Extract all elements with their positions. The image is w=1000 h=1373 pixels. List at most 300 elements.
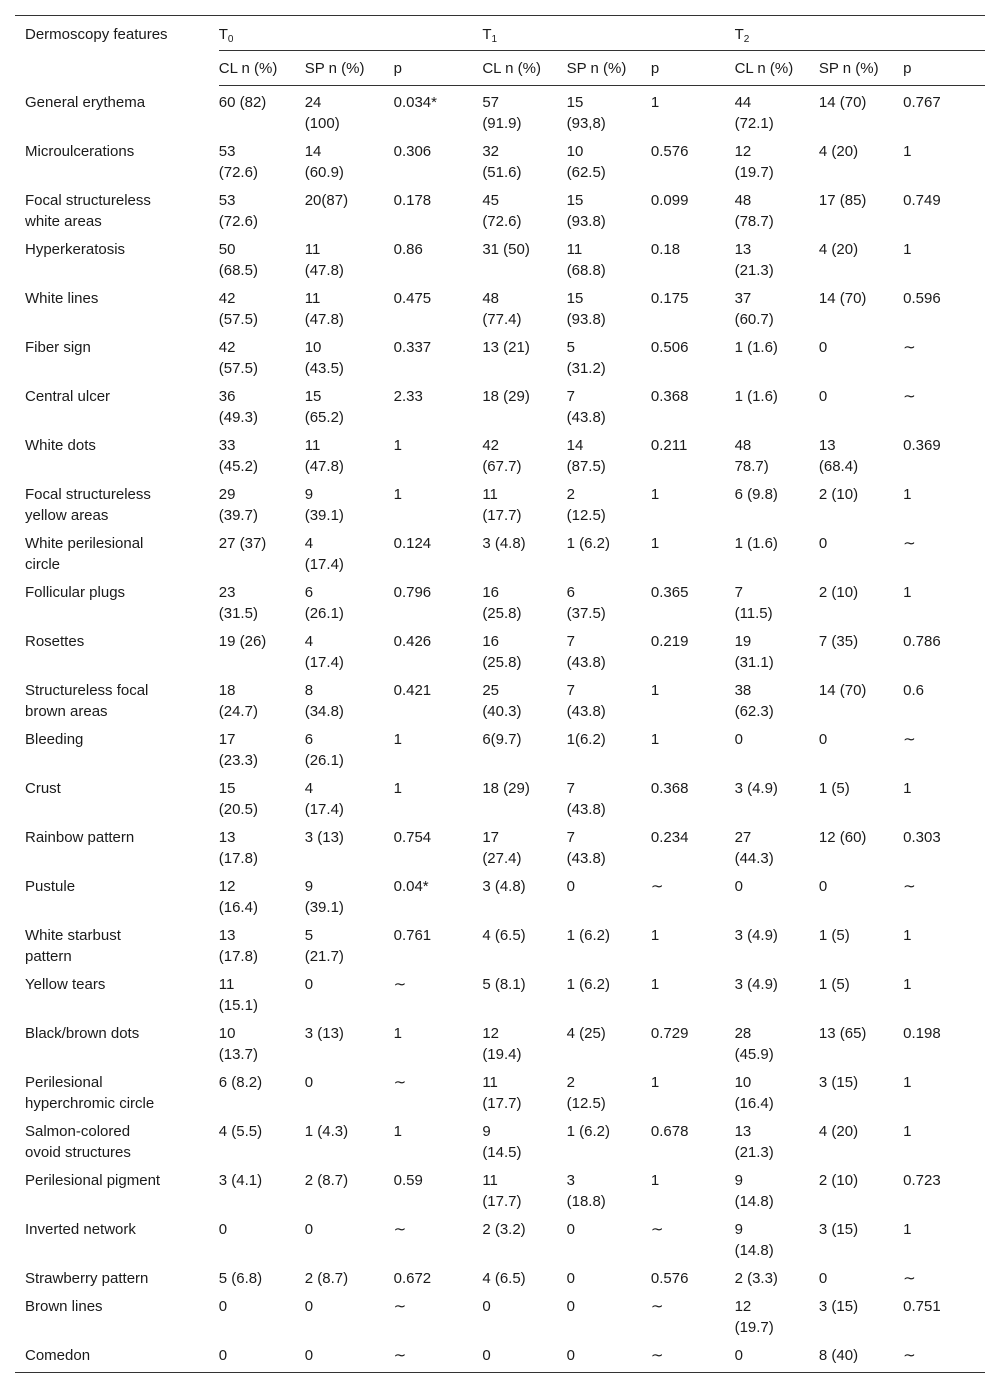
- t2-cl-cell: 6 (9.8): [734, 486, 778, 503]
- table-row: [15, 380, 985, 429]
- t1-sp-cell: 0: [566, 1270, 575, 1287]
- t2-sp-cell: 1 (5): [818, 927, 850, 944]
- t1-cl-cell: 6(9.7): [482, 731, 522, 748]
- t1-sp-cell: 7 (43.8): [566, 829, 606, 867]
- t2-p-cell: 0.767: [903, 94, 941, 111]
- feature-cell: Pustule: [25, 878, 76, 895]
- feature-cell: Brown lines: [25, 1298, 103, 1315]
- t0-sp-cell: 11 (47.8): [304, 437, 344, 475]
- t1-cl-cell: 16 (25.8): [482, 584, 522, 622]
- t2-p-cell: 1: [903, 976, 912, 993]
- t1-cl-cell: 17 (27.4): [482, 829, 522, 867]
- t0-sp-cell: 0: [305, 1339, 394, 1373]
- t0-sp-cell: 2 (8.7): [304, 1270, 349, 1287]
- t2-sp-cell: 17 (85): [818, 192, 867, 209]
- t0-cl-cell: 4 (5.5): [218, 1123, 263, 1140]
- t2-cl-cell: 0: [734, 731, 743, 748]
- t1-sp-cell: 6 (37.5): [566, 584, 606, 622]
- t2-p-cell: 0.723: [903, 1172, 941, 1189]
- t2-cl-cell: 19 (31.1): [734, 633, 774, 671]
- feature-cell: White perilesional circle: [25, 535, 144, 573]
- t0-p-cell: 0.59: [393, 1172, 423, 1189]
- t2-sp-cell: 0: [818, 878, 828, 895]
- t1-sp-cell: 4 (25): [566, 1025, 606, 1042]
- t2-sp-cell: 0: [818, 388, 828, 405]
- table-row: [15, 1017, 985, 1066]
- t0-sp-cell: 11 (47.8): [304, 290, 344, 328]
- feature-cell: Black/brown dots: [25, 1025, 140, 1042]
- t0-cl-cell: 5 (6.8): [218, 1270, 263, 1287]
- table-row: [15, 1339, 985, 1373]
- t1-p-cell: ∼: [650, 1298, 664, 1315]
- t0-cl-cell: 36 (49.3): [218, 388, 258, 426]
- t1-sp-cell: 1 (6.2): [566, 927, 610, 944]
- table-row: [15, 135, 985, 184]
- t2-cl-cell: 13 (21.3): [734, 241, 774, 279]
- t1-cl-cell: 16 (25.8): [482, 633, 522, 671]
- t2-p-cell: 1: [903, 1221, 912, 1238]
- table-row: [15, 870, 985, 919]
- t1-p-cell: 1: [650, 731, 660, 748]
- group-header-t1: $T_1$: [482, 16, 734, 51]
- t0-p-cell: 0.421: [393, 682, 432, 699]
- t0-cl-cell: 0: [218, 1298, 228, 1315]
- t1-p-cell: 1: [650, 94, 660, 111]
- t1-cl-cell: 25 (40.3): [482, 682, 522, 720]
- table-row: [15, 1115, 985, 1164]
- t2-p-cell: 0.749: [903, 192, 941, 209]
- sub-header-sp: SP n (%): [567, 51, 651, 86]
- t0-cl-cell: 29 (39.7): [218, 486, 258, 524]
- t0-sp-cell: 6 (26.1): [304, 584, 344, 622]
- t1-cl-cell: 12 (19.4): [482, 1025, 522, 1063]
- feature-column-header: Dermoscopy features: [15, 16, 219, 86]
- table-row: [15, 919, 985, 968]
- feature-cell: Focal structureless yellow areas: [25, 486, 151, 524]
- t1-cl-cell: 11 (17.7): [482, 1172, 522, 1210]
- t0-p-cell: ∼: [393, 1074, 407, 1091]
- t1-sp-cell: 15 (93,8): [566, 94, 606, 132]
- t2-sp-cell: 14 (70): [818, 682, 867, 699]
- t1-p-cell: 1: [650, 535, 660, 552]
- t0-p-cell: 0.034*: [393, 94, 437, 111]
- t1-sp-cell: 10 (62.5): [566, 143, 606, 181]
- t1-p-cell: 0.678: [650, 1123, 689, 1140]
- t1-cl-cell: 57 (91.9): [482, 94, 522, 132]
- t1-sp-cell: 7 (43.8): [566, 633, 606, 671]
- t1-sp-cell: 2 (12.5): [566, 486, 606, 524]
- t2-sp-cell: 0: [818, 535, 828, 552]
- t1-p-cell: 0.365: [650, 584, 689, 601]
- t2-cl-cell: 2 (3.3): [734, 1270, 778, 1287]
- t2-cl-cell: 10 (16.4): [734, 1074, 774, 1112]
- t1-sp-cell: 15 (93.8): [566, 192, 606, 230]
- t0-sp-cell: 9 (39.1): [304, 878, 344, 916]
- t0-cl-cell: 3 (4.1): [218, 1172, 263, 1189]
- sub-header-cl: CL n (%): [482, 51, 566, 86]
- t0-p-cell: 0.04*: [393, 878, 429, 895]
- t0-sp-cell: 20(87): [304, 192, 349, 209]
- table-row: [15, 331, 985, 380]
- t2-sp-cell: 4 (20): [818, 241, 859, 258]
- t1-p-cell: 1: [650, 486, 660, 503]
- t1-sp-cell: 7 (43.8): [566, 682, 606, 720]
- t1-cl-cell: 11 (17.7): [482, 1074, 522, 1112]
- t0-cl-cell: 27 (37): [218, 535, 267, 552]
- t2-cl-cell: 12 (19.7): [734, 1298, 774, 1336]
- t2-p-cell: 0.369: [903, 437, 941, 454]
- t2-p-cell: 1: [903, 584, 912, 601]
- table-row: [15, 1290, 985, 1339]
- t0-p-cell: ∼: [393, 976, 407, 993]
- t2-sp-cell: 4 (20): [818, 1123, 859, 1140]
- t1-p-cell: 1: [650, 1074, 660, 1091]
- t2-sp-cell: 2 (10): [818, 486, 859, 503]
- t0-sp-cell: 4 (17.4): [304, 535, 344, 573]
- t0-sp-cell: 0: [304, 1221, 314, 1238]
- t1-cl-cell: 4 (6.5): [482, 1270, 526, 1287]
- t1-p-cell: 0.211: [650, 437, 688, 454]
- feature-cell: Focal structureless white areas: [25, 192, 151, 230]
- sub-header-p: p: [903, 51, 985, 86]
- t2-p-cell: 1: [903, 1074, 912, 1091]
- t2-p-cell: ∼: [903, 535, 916, 552]
- table-row: [15, 674, 985, 723]
- t1-p-cell: 0.368: [650, 388, 689, 405]
- t1-p-cell: 0.506: [650, 339, 689, 356]
- t2-cl-cell: 38 (62.3): [734, 682, 774, 720]
- t2-cl-cell: 44 (72.1): [734, 94, 774, 132]
- t0-cl-cell: 50 (68.5): [218, 241, 258, 279]
- t1-sp-cell: 0: [566, 1298, 575, 1315]
- t0-p-cell: 0.178: [393, 192, 432, 209]
- t2-sp-cell: 8 (40): [819, 1339, 903, 1373]
- t2-p-cell: 0.6: [903, 682, 925, 699]
- table-row: [15, 772, 985, 821]
- t0-cl-cell: 53 (72.6): [218, 143, 258, 181]
- feature-cell: Comedon: [15, 1339, 219, 1373]
- t1-cl-cell: 2 (3.2): [482, 1221, 526, 1238]
- feature-cell: Crust: [25, 780, 61, 797]
- t2-sp-cell: 14 (70): [818, 94, 867, 111]
- t0-p-cell: 0.672: [393, 1270, 432, 1287]
- t2-cl-cell: 1 (1.6): [734, 339, 778, 356]
- t0-p-cell: 1: [393, 1123, 402, 1140]
- t1-cl-cell: 18 (29): [482, 780, 530, 797]
- t1-sp-cell: 1 (6.2): [566, 535, 610, 552]
- t2-sp-cell: 7 (35): [818, 633, 859, 650]
- feature-cell: Yellow tears: [25, 976, 106, 993]
- t1-sp-cell: 5 (31.2): [566, 339, 606, 377]
- table-body: [15, 86, 985, 1373]
- t0-p-cell: 1: [393, 731, 402, 748]
- t0-p-cell: 0.754: [393, 829, 432, 846]
- table-row: [15, 723, 985, 772]
- t2-p-cell: 0.596: [903, 290, 941, 307]
- t1-cl-cell: 32 (51.6): [482, 143, 522, 181]
- t2-sp-cell: 0: [818, 339, 828, 356]
- t2-sp-cell: 14 (70): [818, 290, 867, 307]
- t0-sp-cell: 24 (100): [304, 94, 340, 132]
- t0-p-cell: 1: [393, 437, 402, 454]
- t0-sp-cell: 15 (65.2): [304, 388, 344, 426]
- t2-sp-cell: 0: [818, 1270, 828, 1287]
- t0-cl-cell: 0: [218, 1221, 228, 1238]
- t2-cl-cell: 27 (44.3): [734, 829, 774, 867]
- t0-cl-cell: 42 (57.5): [218, 290, 258, 328]
- t1-cl-cell: 13 (21): [482, 339, 530, 356]
- t1-p-cell: ∼: [651, 1339, 735, 1373]
- t0-p-cell: 1: [393, 486, 402, 503]
- feature-cell: White lines: [25, 290, 99, 307]
- t0-cl-cell: 12 (16.4): [218, 878, 258, 916]
- t2-p-cell: ∼: [903, 1339, 985, 1373]
- sub-header-p: p: [394, 51, 483, 86]
- sub-header-sp: SP n (%): [819, 51, 903, 86]
- t0-sp-cell: 0: [304, 1074, 314, 1091]
- t1-sp-cell: 0: [567, 1339, 651, 1373]
- t2-p-cell: 0.198: [903, 1025, 941, 1042]
- t2-sp-cell: 1 (5): [818, 976, 850, 993]
- t1-p-cell: 0.175: [650, 290, 689, 307]
- t0-p-cell: 0.337: [393, 339, 432, 356]
- t1-sp-cell: 1(6.2): [566, 731, 606, 748]
- t0-p-cell: ∼: [394, 1339, 483, 1373]
- t2-p-cell: ∼: [903, 731, 916, 748]
- feature-cell: Structureless focal brown areas: [25, 682, 149, 720]
- t2-cl-cell: 0: [735, 1339, 819, 1373]
- table-row: [15, 576, 985, 625]
- t0-sp-cell: 5 (21.7): [304, 927, 344, 965]
- t2-cl-cell: 1 (1.6): [734, 535, 778, 552]
- feature-cell: Central ulcer: [25, 388, 111, 405]
- t2-cl-cell: 7 (11.5): [734, 584, 773, 622]
- t0-sp-cell: 1 (4.3): [304, 1123, 349, 1140]
- feature-cell: General erythema: [25, 93, 146, 111]
- table-row: [15, 527, 985, 576]
- t1-p-cell: 1: [650, 682, 660, 699]
- t0-cl-cell: 13 (17.8): [218, 829, 258, 867]
- t0-cl-cell: 0: [219, 1339, 305, 1373]
- t2-cl-cell: 28 (45.9): [734, 1025, 774, 1063]
- table-row: [15, 478, 985, 527]
- dermoscopy-features-table: [15, 15, 985, 1373]
- t1-cl-cell: 45 (72.6): [482, 192, 522, 230]
- t2-cl-cell: 9 (14.8): [734, 1172, 774, 1210]
- t2-sp-cell: 2 (10): [818, 1172, 859, 1189]
- t1-cl-cell: 42 (67.7): [482, 437, 522, 475]
- t2-cl-cell: 1 (1.6): [734, 388, 778, 405]
- t2-p-cell: ∼: [903, 1270, 916, 1287]
- t0-cl-cell: 23 (31.5): [218, 584, 258, 622]
- t1-cl-cell: 4 (6.5): [482, 927, 526, 944]
- t0-sp-cell: 9 (39.1): [304, 486, 344, 524]
- t2-cl-cell: 37 (60.7): [734, 290, 774, 328]
- t0-sp-cell: 0: [304, 1298, 314, 1315]
- table-row: [15, 821, 985, 870]
- t2-sp-cell: 3 (15): [818, 1298, 859, 1315]
- t0-p-cell: 0.761: [393, 927, 432, 944]
- t0-sp-cell: 11 (47.8): [304, 241, 344, 279]
- t1-p-cell: 1: [650, 976, 660, 993]
- t0-p-cell: ∼: [393, 1221, 407, 1238]
- table-row: [15, 233, 985, 282]
- group-header-t0: $T_0$: [219, 16, 483, 51]
- feature-cell: Perilesional hyperchromic circle: [25, 1074, 155, 1112]
- t1-cl-cell: 11 (17.7): [482, 486, 522, 524]
- table-row: [15, 86, 985, 136]
- t2-p-cell: 1: [903, 927, 912, 944]
- table-row: [15, 184, 985, 233]
- t1-cl-cell: 31 (50): [482, 241, 530, 258]
- feature-cell: White starbust pattern: [25, 927, 121, 965]
- t2-p-cell: ∼: [903, 388, 916, 405]
- feature-cell: Salmon-colored ovoid structures: [25, 1123, 131, 1161]
- group-header-row: [15, 16, 985, 51]
- t2-p-cell: 1: [903, 241, 912, 258]
- t0-cl-cell: 19 (26): [218, 633, 267, 650]
- t1-p-cell: 0.576: [650, 143, 689, 160]
- t0-cl-cell: 60 (82): [218, 94, 267, 111]
- t1-sp-cell: 15 (93.8): [566, 290, 606, 328]
- t0-cl-cell: 18 (24.7): [218, 682, 258, 720]
- t2-p-cell: 0.751: [903, 1298, 941, 1315]
- t2-sp-cell: 4 (20): [818, 143, 859, 160]
- t1-p-cell: ∼: [650, 878, 664, 895]
- t0-p-cell: 0.86: [393, 241, 423, 258]
- t2-cl-cell: 9 (14.8): [734, 1221, 774, 1259]
- sub-header-p: p: [651, 51, 735, 86]
- feature-cell: Hyperkeratosis: [25, 241, 126, 258]
- t2-p-cell: 1: [903, 1123, 912, 1140]
- t0-cl-cell: 33 (45.2): [218, 437, 258, 475]
- t1-sp-cell: 11 (68.8): [566, 241, 606, 279]
- t2-p-cell: ∼: [903, 878, 916, 895]
- t0-sp-cell: 14 (60.9): [304, 143, 344, 181]
- t1-p-cell: ∼: [650, 1221, 664, 1238]
- feature-cell: Perilesional pigment: [25, 1172, 161, 1189]
- t1-sp-cell: 0: [566, 878, 575, 895]
- t0-p-cell: 1: [393, 1025, 402, 1042]
- t0-cl-cell: 42 (57.5): [218, 339, 258, 377]
- t2-sp-cell: 12 (60): [818, 829, 867, 846]
- t0-p-cell: 0.306: [393, 143, 432, 160]
- t2-sp-cell: 3 (15): [818, 1221, 859, 1238]
- sub-header-sp: SP n (%): [305, 51, 394, 86]
- t0-sp-cell: 6 (26.1): [304, 731, 344, 769]
- t0-p-cell: 2.33: [393, 388, 423, 405]
- t1-sp-cell: 1 (6.2): [566, 1123, 610, 1140]
- t1-p-cell: 0.18: [650, 241, 681, 258]
- t1-sp-cell: 1 (6.2): [566, 976, 610, 993]
- feature-cell: Follicular plugs: [25, 584, 126, 601]
- t2-cl-cell: 48 78.7): [734, 437, 769, 475]
- t2-cl-cell: 13 (21.3): [734, 1123, 774, 1161]
- t0-sp-cell: 8 (34.8): [304, 682, 344, 720]
- t1-sp-cell: 14 (87.5): [566, 437, 606, 475]
- t0-cl-cell: 53 (72.6): [218, 192, 258, 230]
- table-row: [15, 1164, 985, 1213]
- t1-sp-cell: 3 (18.8): [566, 1172, 606, 1210]
- t1-cl-cell: 48 (77.4): [482, 290, 522, 328]
- t1-sp-cell: 0: [566, 1221, 575, 1238]
- feature-cell: White dots: [25, 437, 96, 454]
- table-row: [15, 1066, 985, 1115]
- t0-cl-cell: 11 (15.1): [218, 976, 258, 1014]
- table-row: [15, 429, 985, 478]
- t0-p-cell: 0.124: [393, 535, 432, 552]
- t1-cl-cell: 3 (4.8): [482, 878, 526, 895]
- t0-p-cell: ∼: [393, 1298, 407, 1315]
- t1-p-cell: 0.576: [650, 1270, 689, 1287]
- t1-p-cell: 1: [650, 927, 660, 944]
- t1-cl-cell: 9 (14.5): [482, 1123, 522, 1161]
- table-row: [15, 282, 985, 331]
- t1-p-cell: 0.729: [650, 1025, 689, 1042]
- t0-p-cell: 0.475: [393, 290, 432, 307]
- table-row: [15, 1213, 985, 1262]
- t2-cl-cell: 12 (19.7): [734, 143, 774, 181]
- t2-sp-cell: 3 (15): [818, 1074, 859, 1091]
- sub-header-cl: CL n (%): [735, 51, 819, 86]
- feature-cell: Rosettes: [25, 633, 85, 650]
- t0-sp-cell: 0: [304, 976, 314, 993]
- t1-p-cell: 0.219: [650, 633, 689, 650]
- sub-header-cl: CL n (%): [219, 51, 305, 86]
- t0-cl-cell: 13 (17.8): [218, 927, 258, 965]
- table-row: [15, 625, 985, 674]
- t2-sp-cell: 1 (5): [818, 780, 850, 797]
- t1-p-cell: 0.234: [650, 829, 689, 846]
- t2-p-cell: 1: [903, 486, 912, 503]
- feature-cell: Inverted network: [25, 1221, 136, 1238]
- t0-p-cell: 0.796: [393, 584, 432, 601]
- t1-sp-cell: 7 (43.8): [566, 388, 606, 426]
- t2-cl-cell: 48 (78.7): [734, 192, 774, 230]
- t0-sp-cell: 3 (13): [304, 829, 344, 846]
- t2-sp-cell: 13 (68.4): [818, 437, 859, 475]
- t0-p-cell: 1: [393, 780, 402, 797]
- t2-cl-cell: 3 (4.9): [734, 976, 778, 993]
- feature-cell: Bleeding: [25, 731, 84, 748]
- table-row: [15, 1262, 985, 1290]
- t1-sp-cell: 2 (12.5): [566, 1074, 606, 1112]
- t1-cl-cell: 3 (4.8): [482, 535, 526, 552]
- t1-cl-cell: 0: [482, 1298, 491, 1315]
- t2-p-cell: 1: [903, 143, 912, 160]
- t2-sp-cell: 2 (10): [818, 584, 859, 601]
- feature-cell: Rainbow pattern: [25, 829, 135, 846]
- t1-p-cell: 0.368: [650, 780, 689, 797]
- t0-sp-cell: 4 (17.4): [304, 633, 344, 671]
- t2-p-cell: 1: [903, 780, 912, 797]
- group-header-t2: $T_2$: [735, 16, 985, 51]
- t1-cl-cell: 18 (29): [482, 388, 530, 405]
- t0-sp-cell: 2 (8.7): [304, 1172, 349, 1189]
- t1-sp-cell: 7 (43.8): [566, 780, 606, 818]
- table-row: [15, 968, 985, 1017]
- t2-p-cell: 0.303: [903, 829, 941, 846]
- t2-cl-cell: 3 (4.9): [734, 780, 778, 797]
- t0-sp-cell: 4 (17.4): [304, 780, 344, 818]
- feature-cell: Strawberry pattern: [25, 1270, 149, 1287]
- t2-cl-cell: 3 (4.9): [734, 927, 778, 944]
- t0-sp-cell: 10 (43.5): [304, 339, 344, 377]
- t2-cl-cell: 0: [734, 878, 743, 895]
- t2-p-cell: ∼: [903, 339, 916, 356]
- t2-sp-cell: 0: [818, 731, 828, 748]
- t1-cl-cell: 0: [482, 1339, 566, 1373]
